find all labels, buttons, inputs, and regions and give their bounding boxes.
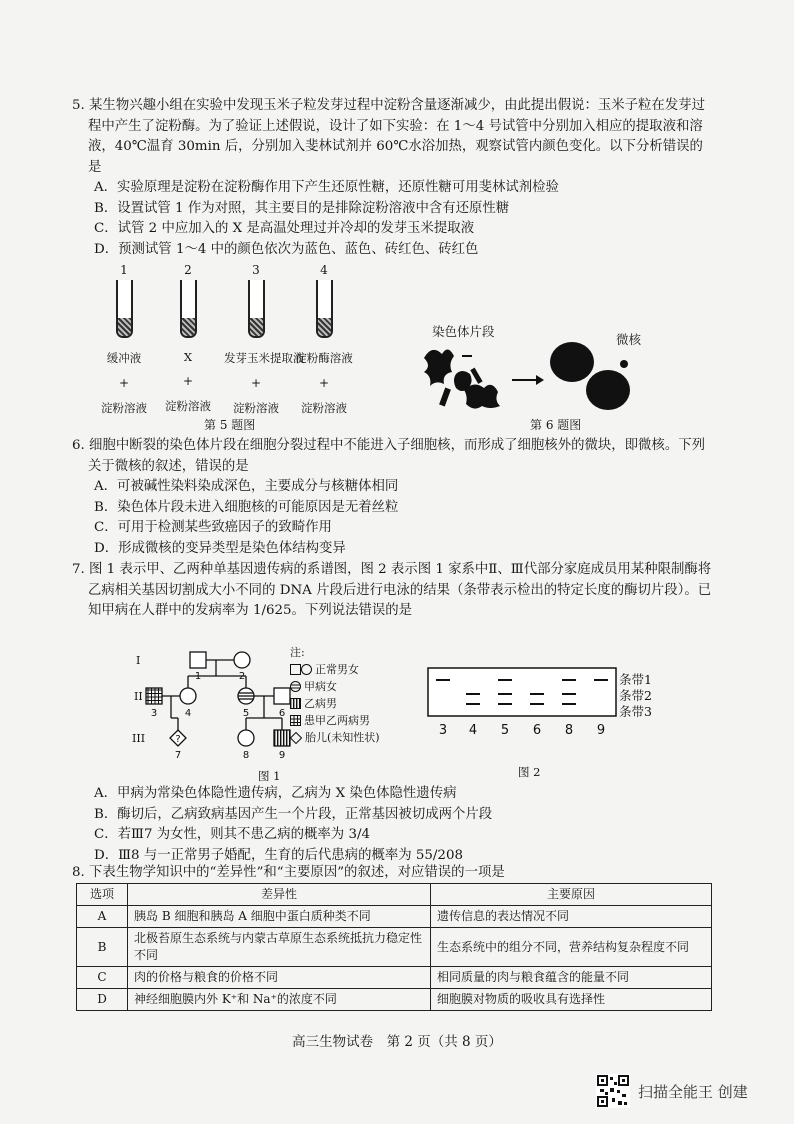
table-row — [77, 906, 712, 928]
test-tube-icon — [180, 280, 197, 338]
individual-number: 1 — [194, 671, 202, 682]
tube-bottom-label: 淀粉溶液 — [165, 399, 211, 413]
table-cell-option: D — [77, 989, 128, 1011]
legend-label: 胎儿(未知性状) — [305, 731, 380, 744]
qr-code-icon — [596, 1074, 630, 1108]
table-header: 差异性 — [128, 884, 431, 906]
question-6-option-c: C．可用于检测某些致癌因子的致畸作用 — [94, 520, 332, 535]
figure-5-test-tubes — [92, 262, 382, 430]
test-tube-icon — [248, 280, 265, 338]
table-cell-option: A — [77, 906, 128, 928]
table-header-row — [77, 884, 712, 906]
individual-number: 8 — [242, 750, 250, 761]
table-cell-option: C — [77, 967, 128, 989]
question-6 — [72, 436, 712, 559]
figure-7-electrophoresis — [426, 664, 676, 784]
test-tube-2 — [156, 262, 220, 414]
question-7-option-a: A．甲病为常染色体隐性遗传病，乙病为 X 染色体隐性遗传病 — [94, 786, 457, 801]
individual-number: 4 — [184, 708, 192, 719]
question-5-option-c: C．试管 2 中应加入的 X 是高温处理过并冷却的发芽玉米提取液 — [94, 221, 475, 236]
table-row — [77, 967, 712, 989]
scanner-text: 扫描全能王 创建 — [638, 1082, 748, 1101]
tube-label: 淀粉酶溶液 — [295, 351, 353, 365]
lane-label: 3 — [438, 723, 448, 738]
table-cell-difference: 胰岛 B 细胞和胰岛 A 细胞中蛋白质种类不同 — [128, 906, 431, 928]
nucleus-icon — [550, 342, 594, 382]
table-cell-reason: 生态系统中的组分不同，营养结构复杂程度不同 — [431, 928, 712, 967]
question-6-option-b: B．染色体片段未进入细胞核的可能原因是无着丝粒 — [94, 499, 399, 515]
question-6-option-a: A．可被碱性染料染成深色，主要成分与核糖体相同 — [94, 479, 399, 494]
legend-item-fetus — [290, 729, 380, 746]
lane-label: 9 — [596, 723, 606, 738]
legend-label: 患甲乙两病男 — [304, 714, 370, 727]
question-5 — [72, 96, 712, 260]
chromosome-cluster-icon — [424, 349, 500, 408]
table-cell-difference: 神经细胞膜内外 K⁺和 Na⁺的浓度不同 — [128, 989, 431, 1011]
table-cell-difference: 肉的价格与粮食的价格不同 — [128, 967, 431, 989]
individual-number: 6 — [278, 708, 286, 719]
table-cell-reason: 遗传信息的表达情况不同 — [431, 906, 712, 928]
generation-label: II — [134, 690, 143, 703]
tube-plus: + — [250, 376, 262, 390]
individual-number: 2 — [238, 671, 246, 682]
question-7-option-b: B．酶切后，乙病致病基因产生一个片段，正常基因被切成两个片段 — [94, 806, 493, 822]
individual-number: 5 — [242, 708, 250, 719]
tube-label: 发芽玉米提取液 — [224, 351, 305, 365]
figure-2-caption: 图 2 — [518, 765, 541, 779]
table-header: 主要原因 — [431, 884, 712, 906]
lane-label: 4 — [468, 723, 478, 738]
legend-label: 正常男女 — [315, 663, 359, 676]
legend-title: 注: — [290, 646, 305, 659]
legend-label: 甲病女 — [304, 680, 337, 693]
tube-number: 3 — [252, 263, 260, 277]
question-6-stem: 6. 细胞中断裂的染色体片段在细胞分裂过程中不能进入子细胞核，而形成了细胞核外的微块，即微核。下列关于微核的叙述，错误的是 — [72, 438, 705, 474]
tube-plus: + — [182, 374, 194, 388]
tube-plus: + — [118, 376, 130, 390]
fetus-diamond-icon — [290, 732, 302, 744]
question-5-option-d: D．预测试管 1～4 中的颜色依次为蓝色、蓝色、砖红色、砖红色 — [94, 241, 479, 257]
fetus-mark: ? — [175, 734, 181, 745]
individual-number: 9 — [278, 750, 286, 761]
table-row — [77, 989, 712, 1011]
legend-item-disease-b-male — [290, 695, 380, 712]
test-tube-4 — [292, 262, 356, 416]
table-header: 选项 — [77, 884, 128, 906]
question-5-option-a: A．实验原理是淀粉在淀粉酶作用下产生还原性糖，还原性糖可用斐林试剂检验 — [94, 180, 559, 195]
lane-label: 8 — [564, 723, 574, 738]
figure-5-caption: 第 5 题图 — [204, 418, 256, 432]
nucleus-icon — [586, 370, 630, 410]
legend-item-both-diseases-male — [290, 712, 380, 729]
question-8 — [72, 863, 712, 884]
figure-1-caption: 图 1 — [258, 769, 281, 783]
pedigree-legend — [290, 644, 380, 746]
tube-number: 1 — [120, 263, 128, 277]
figure-7-pedigree — [130, 644, 430, 784]
both-diseases-male-icon — [290, 715, 301, 726]
tube-label: 缓冲液 — [106, 351, 142, 365]
question-7-options — [72, 784, 712, 866]
tube-bottom-label: 淀粉溶液 — [233, 401, 279, 415]
lane-label: 6 — [532, 723, 542, 738]
legend-item-normal — [290, 661, 380, 678]
table-cell-option: B — [77, 928, 128, 967]
generation-label: III — [132, 732, 146, 745]
legend-item-disease-a-female — [290, 678, 380, 695]
test-tube-icon — [316, 280, 333, 338]
figure-6-caption: 第 6 题图 — [530, 418, 582, 432]
test-tube-1 — [92, 262, 156, 416]
test-tube-icon — [116, 280, 133, 338]
tube-plus: + — [318, 376, 330, 390]
question-7-option-c: C．若Ⅲ7 为女性，则其不患乙病的概率为 3/4 — [94, 827, 370, 842]
band-label: 条带2 — [619, 688, 652, 703]
question-6-option-d: D．形成微核的变异类型是染色体结构变异 — [94, 540, 346, 556]
question-7-option-d: D．Ⅲ8 与一正常男子婚配，生育的后代患病的概率为 55/208 — [94, 847, 463, 863]
tube-label: X — [183, 350, 193, 364]
pedigree-chart — [130, 644, 430, 784]
test-tube-3 — [224, 262, 305, 416]
page-footer: 高三生物试卷 第 2 页（共 8 页） — [292, 1034, 502, 1050]
tube-bottom-label: 淀粉溶液 — [101, 401, 147, 415]
question-7-stem: 7. 图 1 表示甲、乙两种单基因遗传病的系谱图，图 2 表示图 1 家系中Ⅱ、Ⅲ代部分家庭成员用某种限制酶将乙病相关基因切割成大小不同的 DNA 片段后进行电泳的结果（条带表示检出的特定长度的酶切片段）。已知甲病在人群中的发病率为 1/625。下列说法错误的是 — [72, 562, 712, 618]
table-cell-difference: 北极苔原生态系统与内蒙古草原生态系统抵抗力稳定性不同 — [128, 928, 431, 967]
label-chromosome-fragment: 染色体片段 — [432, 324, 495, 339]
tube-number: 2 — [184, 263, 192, 277]
lane-label: 5 — [500, 723, 510, 738]
table-cell-reason: 细胞膜对物质的吸收具有选择性 — [431, 989, 712, 1011]
generation-label: I — [136, 654, 141, 667]
question-7 — [72, 560, 712, 622]
question-8-table — [76, 883, 712, 1011]
micronucleus-icon — [620, 360, 628, 368]
normal-male-female-icon — [290, 664, 312, 675]
disease-b-male-icon — [290, 698, 301, 709]
individual-number: 3 — [150, 708, 158, 719]
electrophoresis-gel — [426, 664, 676, 784]
label-micronucleus: 微核 — [616, 332, 642, 347]
question-8-stem: 8. 下表生物学知识中的“差异性”和“主要原因”的叙述，对应错误的一项是 — [72, 865, 505, 880]
scanner-watermark — [596, 1074, 748, 1108]
table-cell-reason: 相同质量的肉与粮食蕴含的能量不同 — [431, 967, 712, 989]
question-5-option-b: B．设置试管 1 作为对照，其主要目的是排除淀粉溶液中含有还原性糖 — [94, 200, 510, 216]
disease-a-female-icon — [290, 681, 301, 692]
question-5-stem: 5. 某生物兴趣小组在实验中发现玉米子粒发芽过程中淀粉含量逐渐减少，由此提出假说：玉米子粒在发芽过程中产生了淀粉酶。为了验证上述假说，设计了如下实验：在 1～4 号试管中分别加入相应的提取液和溶液，40℃温育 30min 后，分别加入斐林试剂并 60℃水浴加热，观察试管内颜色变化。以下分析错误的是 — [72, 98, 705, 175]
table-row — [77, 928, 712, 967]
individual-number: 7 — [174, 750, 182, 761]
tube-bottom-label: 淀粉溶液 — [301, 401, 347, 415]
tube-number: 4 — [320, 263, 328, 277]
legend-label: 乙病男 — [304, 697, 337, 710]
band-label: 条带1 — [619, 672, 652, 687]
band-label: 条带3 — [619, 704, 652, 719]
